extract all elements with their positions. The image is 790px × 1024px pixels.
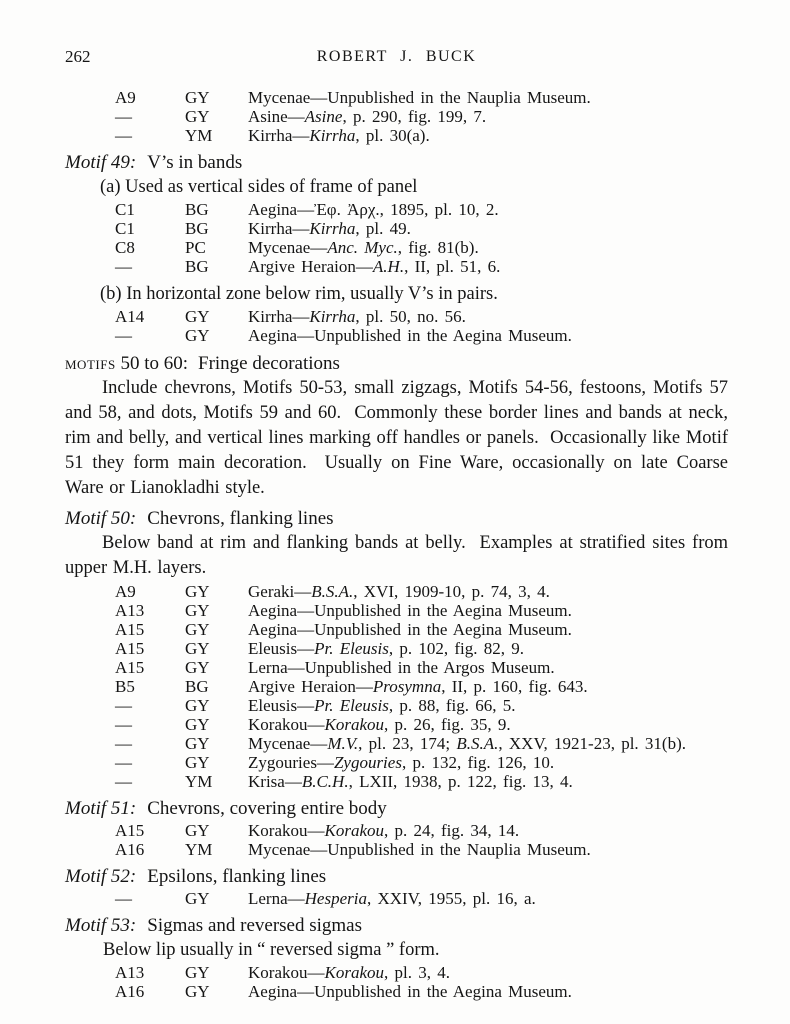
ware-code: GY	[185, 620, 210, 639]
catalogue-row	[65, 889, 728, 908]
site-reference: Mycenae—Unpublished in the Nauplia Museum.	[248, 840, 591, 859]
site-reference: Kirrha—Kirrha, pl. 49.	[248, 219, 411, 238]
site-reference: Lerna—Unpublished in the Argos Museum.	[248, 658, 555, 677]
body-paragraph: Below band at rim and flanking bands at belly. Examples at stratified sites from upper M.H. layers.	[65, 533, 734, 578]
ware-code: PC	[185, 238, 206, 257]
site-reference: Korakou—Korakou, p. 26, fig. 35, 9.	[248, 715, 511, 734]
italic-citation-title: B.S.A.	[311, 582, 354, 601]
catalogue-row	[65, 326, 728, 345]
motif-variant-code: A13	[115, 601, 145, 620]
motif-title: V’s in bands	[147, 152, 243, 173]
site-reference: Zygouries—Zygouries, p. 132, fig. 126, 10.	[248, 753, 555, 772]
body-paragraph: Include chevrons, Motifs 50-53, small zigzags, Motifs 54-56, festoons, Motifs 57 and 58, and dots, Motifs 59 and 60. Commonly these border lines and bands at neck, rim and belly, and vertical lines marking off handles or panels. Occasionally like Motif 51 they form main decoration. Usually on Fine Ware, occasionally on late Coarse Ware or Lianokladhi style.	[65, 378, 734, 498]
motif-variant-code: —	[115, 889, 132, 908]
motif-title: Epsilons, flanking lines	[147, 866, 327, 887]
site-reference: Mycenae—M.V., pl. 23, 174; B.S.A., XXV, 1921-23, pl. 31(b).	[248, 734, 687, 753]
italic-citation-title: B.C.H.	[301, 772, 349, 791]
motif-variant-code: —	[115, 107, 132, 126]
page-content	[65, 88, 734, 1001]
motif-heading	[65, 151, 728, 174]
running-header: ROBERT J. BUCK	[316, 48, 477, 65]
site-reference: Korakou—Korakou, p. 24, fig. 34, 14.	[248, 821, 520, 840]
motif-title: Sigmas and reversed sigmas	[147, 915, 363, 936]
italic-citation-title: Zygouries	[333, 753, 402, 772]
motif-variant-code: A15	[115, 620, 145, 639]
site-reference: Argive Heraion—Prosymna, II, p. 160, fig. 643.	[248, 677, 588, 696]
catalogue-row	[65, 219, 728, 238]
italic-citation-title: Kirrha	[309, 307, 356, 326]
catalogue-table	[65, 889, 728, 908]
motif-variant-code: —	[115, 326, 132, 345]
ware-code: GY	[185, 696, 210, 715]
motif-variant-code: A14	[115, 307, 145, 326]
ware-code: YM	[185, 772, 213, 791]
ware-code: GY	[185, 601, 210, 620]
ware-code: GY	[185, 326, 210, 345]
motifs-range-numbers: 50 to 60:	[115, 353, 188, 374]
ware-code: GY	[185, 753, 210, 772]
subsection-heading: (b) In horizontal zone below rim, usually V’s in pairs.	[100, 284, 498, 304]
site-reference: Mycenae—Anc. Myc., fig. 81(b).	[248, 238, 479, 257]
page-number: 262	[65, 47, 91, 66]
site-reference: Aegina—Unpublished in the Aegina Museum.	[248, 326, 572, 345]
catalogue-row	[65, 677, 728, 696]
ware-code: GY	[185, 88, 210, 107]
motif-variant-code: C1	[115, 219, 135, 238]
catalogue-row	[65, 107, 728, 126]
ware-code: GY	[185, 963, 210, 982]
motif-label: Motif 49:	[65, 152, 137, 173]
ware-code: GY	[185, 307, 210, 326]
site-reference: Kirrha—Kirrha, pl. 50, no. 56.	[248, 307, 466, 326]
italic-citation-title: Asine	[304, 107, 343, 126]
catalogue-row	[65, 601, 728, 620]
motif-variant-code: —	[115, 734, 132, 753]
catalogue-row	[65, 582, 728, 601]
motif-variant-code: —	[115, 753, 132, 772]
site-reference: Asine—Asine, p. 290, fig. 199, 7.	[248, 107, 487, 126]
italic-citation-title: B.S.A.	[456, 734, 499, 753]
italic-citation-title: Pr. Eleusis	[314, 639, 389, 658]
italic-citation-title: Kirrha	[309, 126, 356, 145]
site-reference: Korakou—Korakou, pl. 3, 4.	[248, 963, 450, 982]
motifs-range-heading	[65, 352, 728, 375]
motif-variant-code: —	[115, 696, 132, 715]
site-reference: Aegina—Unpublished in the Aegina Museum.	[248, 601, 572, 620]
italic-citation-title: M.V.	[327, 734, 359, 753]
site-reference: Aegina—Ἐφ. Ἀρχ., 1895, pl. 10, 2.	[248, 200, 499, 219]
italic-citation-title: Hesperia	[304, 889, 367, 908]
note-line: Below lip usually in “ reversed sigma ” form.	[103, 940, 440, 960]
catalogue-row	[65, 772, 728, 791]
motif-title: Chevrons, covering entire body	[147, 798, 387, 819]
ware-code: GY	[185, 982, 210, 1001]
motif-variant-code: A16	[115, 840, 145, 859]
italic-citation-title: Anc. Myc.	[327, 238, 398, 257]
catalogue-row	[65, 126, 728, 145]
catalogue-row	[65, 200, 728, 219]
motifs-range-word: MOTIFS	[65, 353, 116, 374]
motif-variant-code: A9	[115, 88, 136, 107]
motif-label: Motif 51:	[65, 798, 137, 819]
motif-heading	[65, 914, 728, 937]
catalogue-row	[65, 257, 728, 276]
catalogue-row	[65, 753, 728, 772]
catalogue-table	[65, 88, 728, 145]
italic-citation-title: Kirrha	[309, 219, 356, 238]
motif-label: Motif 50:	[65, 508, 137, 529]
motif-variant-code: A13	[115, 963, 145, 982]
italic-citation-title: Prosymna	[372, 677, 442, 696]
motif-variant-code: —	[115, 772, 132, 791]
italic-citation-title: Korakou	[324, 821, 384, 840]
site-reference: Mycenae—Unpublished in the Nauplia Museum.	[248, 88, 591, 107]
motif-heading	[65, 507, 728, 530]
ware-code: GY	[185, 734, 210, 753]
catalogue-table	[65, 963, 728, 1001]
catalogue-table	[65, 307, 728, 345]
italic-citation-title: A.H.	[372, 257, 405, 276]
catalogue-row	[65, 840, 728, 859]
catalogue-row	[65, 734, 728, 753]
site-reference: Eleusis—Pr. Eleusis, p. 88, fig. 66, 5.	[248, 696, 516, 715]
ware-code: BG	[185, 677, 209, 696]
ware-code: YM	[185, 126, 213, 145]
site-reference: Eleusis—Pr. Eleusis, p. 102, fig. 82, 9.	[248, 639, 524, 658]
catalogue-row	[65, 696, 728, 715]
ware-code: GY	[185, 658, 210, 677]
site-reference: Kirrha—Kirrha, pl. 30(a).	[248, 126, 430, 145]
ware-code: GY	[185, 821, 210, 840]
italic-citation-title: Korakou	[324, 715, 384, 734]
motif-variant-code: B5	[115, 677, 135, 696]
motif-variant-code: C1	[115, 200, 135, 219]
motif-variant-code: C8	[115, 238, 135, 257]
ware-code: YM	[185, 840, 213, 859]
motif-variant-code: —	[115, 126, 132, 145]
motif-variant-code: —	[115, 715, 132, 734]
ware-code: GY	[185, 582, 210, 601]
site-reference: Geraki—B.S.A., XVI, 1909-10, p. 74, 3, 4.	[248, 582, 550, 601]
motif-label: Motif 53:	[65, 915, 137, 936]
italic-citation-title: Pr. Eleusis	[314, 696, 389, 715]
site-reference: Argive Heraion—A.H., II, pl. 51, 6.	[248, 257, 501, 276]
motif-variant-code: A15	[115, 821, 145, 840]
catalogue-row	[65, 821, 728, 840]
catalogue-row	[65, 620, 728, 639]
site-reference: Krisa—B.C.H., LXII, 1938, p. 122, fig. 13, 4.	[248, 772, 573, 791]
motif-heading	[65, 797, 728, 820]
ware-code: GY	[185, 889, 210, 908]
catalogue-row	[65, 715, 728, 734]
site-reference: Lerna—Hesperia, XXIV, 1955, pl. 16, a.	[248, 889, 536, 908]
catalogue-table	[65, 821, 728, 859]
catalogue-table	[65, 200, 728, 276]
ware-code: BG	[185, 257, 209, 276]
ware-code: BG	[185, 219, 209, 238]
site-reference: Aegina—Unpublished in the Aegina Museum.	[248, 982, 572, 1001]
motif-label: Motif 52:	[65, 866, 137, 887]
page-header	[65, 46, 728, 68]
motifs-range-title: Fringe decorations	[198, 353, 340, 374]
catalogue-row	[65, 658, 728, 677]
motif-variant-code: A9	[115, 582, 136, 601]
italic-citation-title: Korakou	[324, 963, 384, 982]
subsection-heading: (a) Used as vertical sides of frame of panel	[100, 177, 418, 197]
motif-variant-code: A16	[115, 982, 145, 1001]
site-reference: Aegina—Unpublished in the Aegina Museum.	[248, 620, 572, 639]
ware-code: GY	[185, 715, 210, 734]
catalogue-table	[65, 582, 728, 791]
catalogue-row	[65, 88, 728, 107]
catalogue-row	[65, 639, 728, 658]
catalogue-row	[65, 307, 728, 326]
catalogue-row	[65, 982, 728, 1001]
motif-variant-code: —	[115, 257, 132, 276]
motif-title: Chevrons, flanking lines	[147, 508, 334, 529]
motif-variant-code: A15	[115, 658, 145, 677]
ware-code: GY	[185, 639, 210, 658]
catalogue-row	[65, 238, 728, 257]
motif-variant-code: A15	[115, 639, 145, 658]
catalogue-row	[65, 963, 728, 982]
ware-code: BG	[185, 200, 209, 219]
ware-code: GY	[185, 107, 210, 126]
motif-heading	[65, 865, 728, 888]
